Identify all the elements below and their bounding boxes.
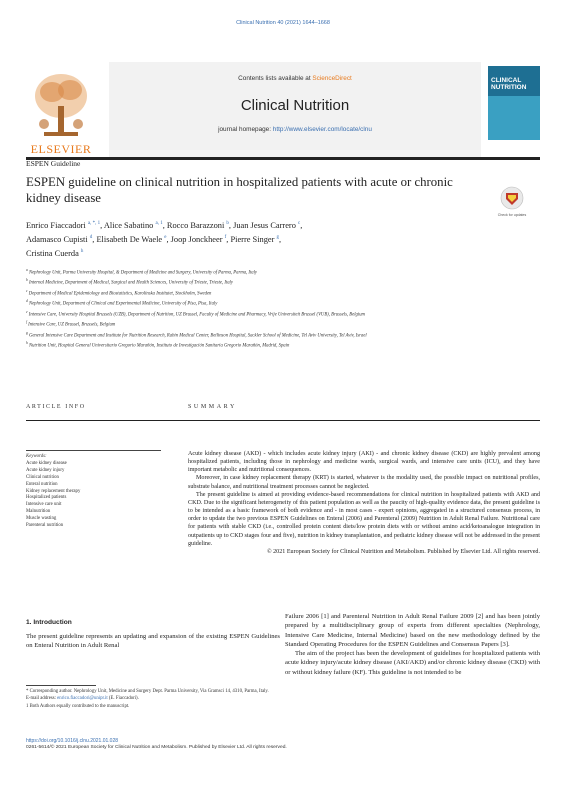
affiliation-text: Intensive Care, University Hospital Brussels (UZB), Department of Nutrition, UZ Brussel, Faculty of Medicine and Pharmacy, Vrije Universiteit Brussel (VUB), Brussels, Belgium bbox=[28, 312, 365, 318]
journal-title: Clinical Nutrition bbox=[240, 97, 350, 114]
author-affil-sup[interactable]: g bbox=[276, 235, 280, 241]
contents-available-line bbox=[109, 75, 481, 82]
elsevier-tree-logo bbox=[26, 66, 96, 142]
corresponding-author-note: * Corresponding author. Nephrology Unit, Medicine and Surgery Dept. Parma University, Via Gramsci 14, 4310, Parma, Italy. bbox=[26, 689, 269, 694]
author-name: Juan Jesus Carrero bbox=[233, 220, 296, 230]
right-column-body bbox=[285, 612, 540, 677]
author-affil-sup[interactable]: c bbox=[298, 221, 301, 226]
author[interactable] bbox=[167, 221, 229, 230]
elsevier-wordmark: ELSEVIER bbox=[30, 142, 92, 156]
affiliation bbox=[26, 277, 540, 287]
copyright-notice: © 2021 European Society for Clinical Nutrition and Metabolism. Published by Elsevier Ltd. All rights reserved. bbox=[266, 548, 540, 555]
keywords-list bbox=[26, 454, 161, 530]
contents-prefix: Contents lists available at bbox=[238, 75, 313, 82]
keyword[interactable]: Acute kidney disease bbox=[26, 460, 67, 466]
journal-cover-thumbnail bbox=[488, 66, 540, 140]
author-affil-sup[interactable]: d bbox=[89, 235, 93, 241]
affiliation-sup: c bbox=[26, 288, 28, 293]
equal-contribution-note: 1 Both Authors equally contributed to the manuscript. bbox=[26, 703, 130, 709]
body-paragraph: The aim of the project has been the development of guidelines for hospitalized patients with acute kidney injury/acute kidney disease (AKI/AKD) and/or chronic kidney disease (CKD) with or without kidney failure (KF). This guideline is not intended to be bbox=[285, 650, 540, 676]
keyword[interactable]: Acute kidney injury bbox=[26, 467, 65, 473]
author[interactable] bbox=[26, 249, 83, 258]
affiliation-text: Internal Medicine, Department of Medical, Surgical and Health Sciences, University of Trieste, Trieste, Italy bbox=[28, 281, 233, 287]
author[interactable] bbox=[171, 235, 227, 244]
affiliation-sup: b bbox=[26, 278, 28, 283]
affiliation bbox=[26, 330, 540, 340]
author[interactable] bbox=[104, 221, 163, 230]
keywords-heading: Keywords: bbox=[26, 454, 47, 459]
introduction-heading: 1. Introduction bbox=[26, 619, 72, 626]
affiliation-sup: h bbox=[26, 341, 28, 346]
affiliation-sup: d bbox=[26, 299, 28, 304]
keyword[interactable]: Clinical nutrition bbox=[26, 474, 59, 480]
keyword[interactable]: Muscle wasting bbox=[26, 516, 57, 522]
homepage-prefix: journal homepage: bbox=[218, 126, 273, 133]
author[interactable] bbox=[230, 235, 279, 244]
summary-paragraph: Moreover, in case kidney replacement therapy (KRT) is started, whatever is the modality used, the possible impact on nutritional profiles, substrate balance, and nutritional treatment processes cannot be neglected. bbox=[188, 475, 540, 490]
author-name: Alice Sabatino bbox=[103, 220, 154, 230]
author-affil-sup[interactable]: b bbox=[226, 221, 229, 226]
masthead-rule bbox=[26, 157, 540, 160]
keyword[interactable]: Hospitalized patients bbox=[26, 495, 67, 501]
homepage-link[interactable]: http://www.elsevier.com/locate/clnu bbox=[272, 126, 372, 133]
email-link[interactable]: enrico.fiaccadori@unipr.it bbox=[57, 696, 108, 702]
keyword[interactable]: Parenteral nutrition bbox=[26, 523, 64, 529]
author-list: Enrico Fiaccadori $^{a, *, 1}$, Alice Sabatino $^{a, 1}$, Rocco Barazzoni $^b$, Juan Jesus Carrero $^c$, Adamasco Cupisti $^d$, Elisabeth De Waele $^e$, Joop Jonckheer $^f$, Pierre Singer $^g$, Cristina Cuerda $^h$ bbox=[26, 220, 303, 259]
journal-homepage-line bbox=[109, 126, 481, 133]
author-name: Rocco Barazzoni bbox=[166, 220, 225, 230]
email-suffix: (E. Fiaccadori). bbox=[107, 696, 139, 702]
cover-stripe bbox=[488, 96, 540, 140]
affiliation bbox=[26, 340, 540, 350]
affiliation-text: Nephrology Unit, Parma University Hospital, & Department of Medicine and Surgery, University of Parma, Parma, Italy bbox=[28, 270, 257, 276]
affiliation bbox=[26, 298, 540, 308]
author-name: Cristina Cuerda bbox=[26, 249, 79, 259]
author-name: Elisabeth De Waele bbox=[96, 235, 163, 244]
journal-citation[interactable]: Clinical Nutrition 40 (2021) 1644–1668 bbox=[236, 20, 330, 26]
keyword[interactable]: Intensive care unit bbox=[26, 502, 62, 508]
check-for-updates-badge[interactable] bbox=[490, 185, 534, 221]
author-affil-sup[interactable]: a, 1 bbox=[155, 221, 163, 226]
affiliation bbox=[26, 288, 540, 298]
crossmark-icon bbox=[490, 185, 534, 213]
author-name: Pierre Singer bbox=[230, 235, 275, 244]
affiliation-text: General Intensive Care Department and Institute for Nutrition Research, Rabin Medical Center, Beilinson Hospital, Sackler School of Medicine, Tel Aviv University, Tel Aviv, Israel bbox=[28, 333, 367, 339]
cover-title-line1: CLINICAL bbox=[491, 77, 522, 84]
summary-body bbox=[188, 450, 540, 556]
article-title: ESPEN guideline on clinical nutrition in hospitalized patients with acute or chronic kidney disease bbox=[26, 175, 453, 205]
article-info-heading: ARTICLE INFO bbox=[26, 404, 86, 410]
author[interactable] bbox=[26, 235, 92, 244]
introduction-paragraph: The present guideline represents an updating and expansion of the existing ESPEN Guidelines on Enteral Nutrition in Adult Renal bbox=[26, 633, 280, 649]
author-name: Joop Jonckheer bbox=[170, 235, 223, 244]
footnotes bbox=[26, 688, 280, 710]
affiliation bbox=[26, 309, 540, 319]
author-affil-sup[interactable]: f bbox=[224, 235, 227, 241]
affiliation-sup: g bbox=[26, 330, 28, 335]
summary-rule bbox=[26, 420, 540, 421]
affiliation bbox=[26, 319, 540, 329]
doi-link[interactable]: https://doi.org/10.1016/j.clnu.2021.01.028 bbox=[26, 738, 119, 744]
affiliation-sup: a bbox=[26, 268, 28, 272]
summary-heading: SUMMARY bbox=[188, 404, 237, 410]
summary-paragraph: Acute kidney disease (AKD) - which includes acute kidney injury (AKI) - and chronic kidney disease (CKD) are highly prevalent among hospitalized patients, including those in nephrology and medicine wards, surgical wards, and intensive care units (ICU), and they have important metabolic and nutritional consequences. bbox=[188, 451, 540, 474]
cover-title-line2: NUTRITION bbox=[491, 84, 527, 91]
author-affil-sup[interactable]: h bbox=[80, 249, 84, 255]
check-for-updates-label: Check for updates bbox=[497, 213, 527, 217]
article-type-label: ESPEN Guideline bbox=[26, 159, 81, 168]
sciencedirect-link[interactable]: ScienceDirect bbox=[312, 75, 352, 82]
author-name: Enrico Fiaccadori bbox=[26, 220, 86, 230]
email-note bbox=[26, 695, 280, 702]
affiliation-list bbox=[26, 267, 540, 351]
keyword[interactable]: Malnutrition bbox=[26, 509, 51, 515]
affiliation-sup: f bbox=[26, 320, 27, 325]
author-name: Adamasco Cupisti bbox=[26, 235, 88, 244]
affiliation-sup: e bbox=[26, 309, 28, 314]
keywords-rule bbox=[26, 450, 161, 451]
affiliation-text: Nutrition Unit, Hospital General Universitario Gregorio Marañón, Instituto de Investigación Sanitaria Gregorio Marañón, Madrid, Spain bbox=[28, 343, 290, 349]
summary-paragraph: The present guideline is aimed at providing evidence-based recommendations for clinical nutrition in hospitalized patients with AKD and CKD. Due to the significant heterogeneity of this patient population as well as the paucity of high-quality evidence data, the present guideline is to be intended as a basic framework of both evidence and - in most cases - expert opinions, aggregated in a structured consensus process, in order to update the two previous ESPEN Guidelines on Enteral (2006) and Parenteral (2009) Nutrition in Adult Renal Failure. Nutritional care for patients with stable CKD (i.e., controlled protein content diets/low protein diets with or without amino acid/ketoanalogue integration in outpatients up to CKD stages four and five), nutrition in kidney transplantation, and pediatric kidney disease will not be addressed in the present guideline. bbox=[188, 491, 541, 547]
footnote-rule bbox=[26, 685, 96, 686]
affiliation-text: Nephrology Unit, Department of Clinical and Experimental Medicine, University of Pisa, Pisa, Italy bbox=[28, 301, 218, 307]
email-label: E-mail address: bbox=[26, 696, 58, 702]
author[interactable] bbox=[96, 235, 166, 244]
author-affil-sup[interactable]: e bbox=[164, 235, 167, 241]
keyword[interactable]: Enteral nutrition bbox=[26, 481, 58, 487]
affiliation-text: Intensive Care, UZ Brussel, Brussels, Belgium bbox=[28, 322, 116, 328]
body-paragraph: Failure 2006 [1] and Parenteral Nutrition in Adult Renal Failure 2009 [2] and has been jointly prepared by a multidisciplinary group of experts from different specialties (Nephrology, Intensive Care Medicine, Internal Medicine) based on the new methodology defined by the Standard Operating Procedures for the ESPEN Guidelines and Consensus Papers [3]. bbox=[285, 613, 540, 648]
issn-copyright-line: 0261-5614/© 2021 European Society for Clinical Nutrition and Metabolism. Published by Elsevier Ltd. All rights reserved. bbox=[26, 745, 287, 750]
author[interactable] bbox=[26, 221, 100, 230]
affiliation bbox=[26, 267, 540, 277]
author[interactable] bbox=[233, 221, 300, 230]
affiliation-text: Department of Medical Epidemiology and Biostatistics, Karolinska Institutet, Stockholm, Sweden bbox=[28, 291, 212, 297]
keyword[interactable]: Kidney replacement therapy bbox=[26, 488, 81, 494]
author-affil-sup[interactable]: a, *, 1 bbox=[87, 221, 101, 226]
